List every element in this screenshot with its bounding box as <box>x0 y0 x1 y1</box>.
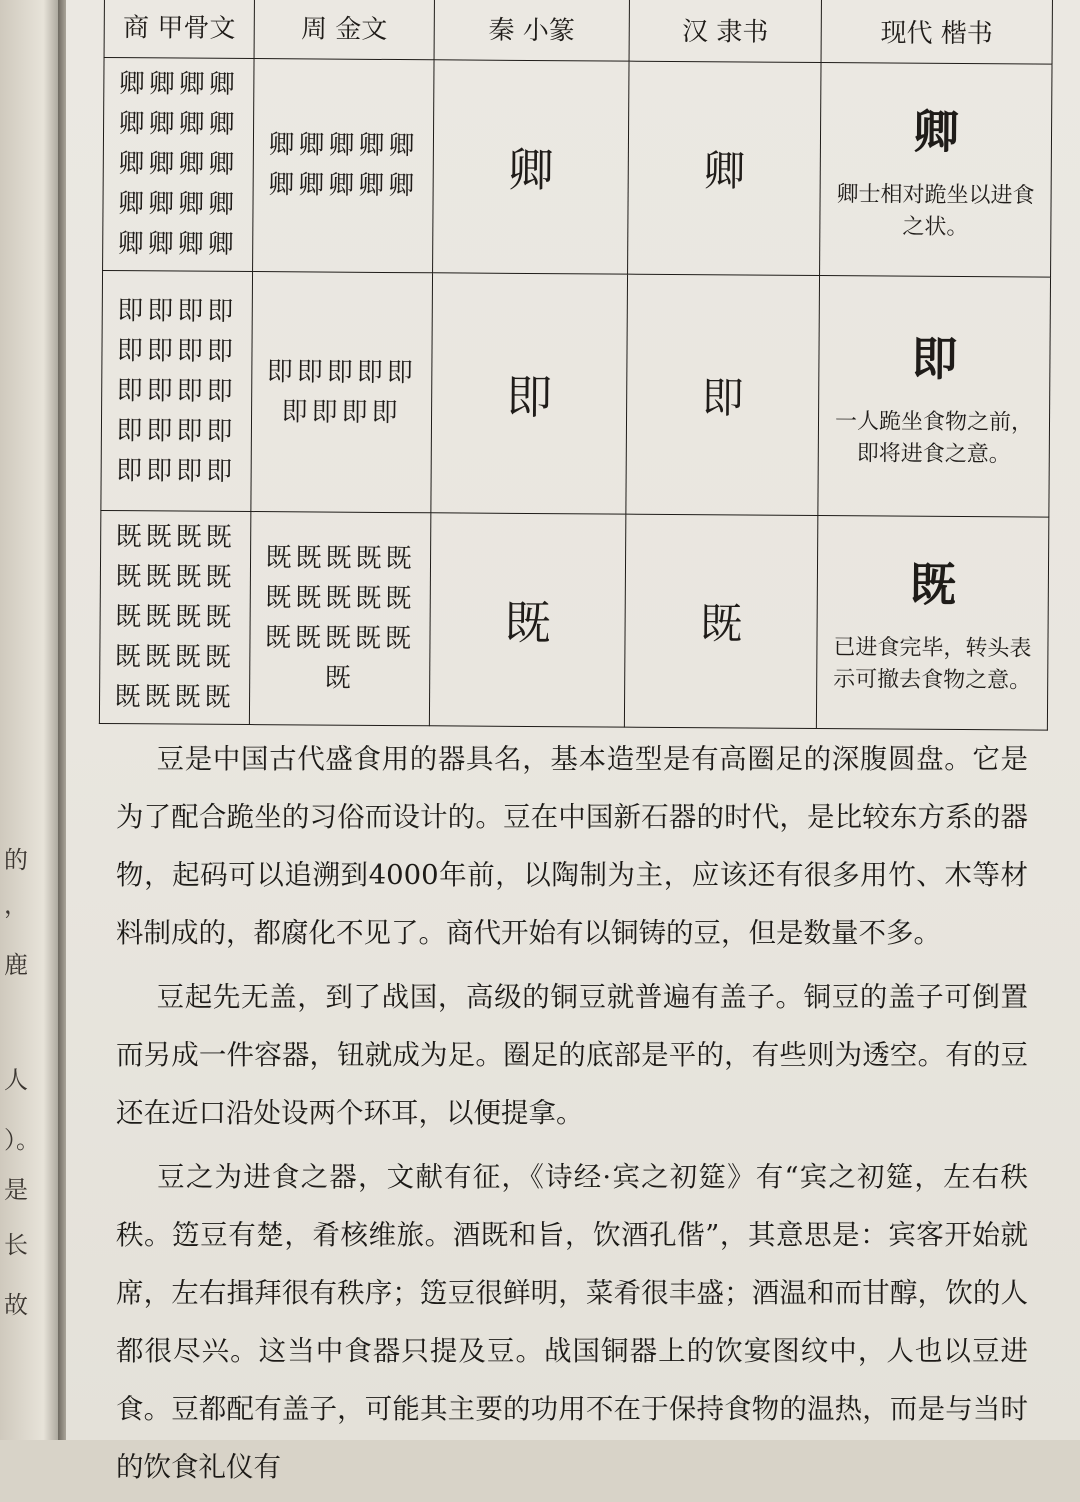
header-clerical: 汉 隶书 <box>629 0 821 63</box>
table-row-ji <box>101 270 1051 517</box>
seal-glyph: 卿 <box>433 60 629 274</box>
left-page-char: 的 <box>4 846 28 874</box>
left-page-char: 是 <box>4 1176 28 1204</box>
paragraph <box>116 1148 1028 1496</box>
left-page-char: 长 <box>4 1231 28 1259</box>
oracle-glyphs: 既既既既既既既既既既既既既既既既既既既既 <box>99 510 250 724</box>
seal-glyph: 即 <box>431 273 628 514</box>
bronze-glyphs: 即即即即即即即即即 <box>251 272 433 513</box>
left-page-char: 鹿 <box>4 951 28 979</box>
left-page-char: ）。 <box>4 1126 40 1154</box>
bronze-glyphs: 卿卿卿卿卿卿卿卿卿卿 <box>253 59 434 273</box>
modern-cell <box>818 276 1051 518</box>
header-oracle-bone: 商 甲骨文 <box>104 0 254 59</box>
clerical-glyph: 即 <box>626 274 820 515</box>
bronze-glyphs: 既既既既既既既既既既既既既既既既 <box>249 512 430 726</box>
glyph-description: 一人跪坐食物之前，即将进食之意。 <box>834 408 1034 467</box>
glyph-description: 卿士相对跪坐以进食之状。 <box>836 182 1035 241</box>
header-regular: 现代 楷书 <box>821 0 1052 64</box>
script-evolution-table <box>99 0 1053 731</box>
glyph-description: 已进食完毕，转头表示可撤去食物之意。 <box>833 635 1032 694</box>
table-row-jiji <box>99 510 1048 730</box>
oracle-glyphs: 即即即即即即即即即即即即即即即即即即即即 <box>101 270 253 511</box>
paragraph <box>116 968 1028 1142</box>
left-page-char: 人 <box>4 1066 28 1094</box>
paragraph-text: 豆起先无盖，到了战国，高级的铜豆就普遍有盖子。铜豆的盖子可倒置而另成一件容器，钮就成为足。圈足的底部是平的，有些则为透空。有的豆还在近口沿处设两个环耳，以便提拿。 <box>116 981 1028 1129</box>
modern-cell <box>820 63 1052 278</box>
modern-glyph: 卿 <box>912 104 960 159</box>
table-header-row <box>104 0 1052 64</box>
seal-glyph: 既 <box>429 513 625 727</box>
clerical-glyph: 既 <box>624 514 817 728</box>
clerical-glyph: 卿 <box>628 61 821 275</box>
body-text <box>116 730 1028 1502</box>
paragraph <box>116 730 1028 962</box>
header-bronze: 周 金文 <box>254 0 434 60</box>
oracle-glyphs: 卿卿卿卿卿卿卿卿卿卿卿卿卿卿卿卿卿卿卿卿 <box>103 58 254 272</box>
modern-glyph: 既 <box>909 557 957 612</box>
paragraph-text: 豆之为进食之器，文献有征，《诗经·宾之初筵》有“宾之初筵，左右秩秩。笾豆有楚，肴核维旅。酒既和旨，饮酒孔偕”，其意思是：宾客开始就席，左右揖拜很有秩序；笾豆很鲜明，菜肴很丰盛；酒温和而甘醇，饮的人都很尽兴。这当中食器只提及豆。战国铜器上的饮宴图纹中，人也以豆进食。豆都配有盖子，可能其主要的功用不在于保持食物的温热，而是与当时的饮食礼仪有 <box>116 1161 1028 1483</box>
paragraph-text: 豆是中国古代盛食用的器具名，基本造型是有高圈足的深腹圆盘。它是为了配合跪坐的习俗而设计的。豆在中国新石器的时代，是比较东方系的器物，起码可以追溯到4000年前，以陶制为主，应该还有很多用竹、木等材料制成的，都腐化不见了。商代开始有以铜铸的豆，但是数量不多。 <box>116 743 1028 949</box>
table-row-qing <box>103 58 1052 278</box>
left-page-char: ， <box>4 891 28 919</box>
left-page-char: 故 <box>4 1291 28 1319</box>
left-page-edge <box>0 0 62 1440</box>
modern-cell <box>816 515 1048 730</box>
header-small-seal: 秦 小篆 <box>434 0 629 61</box>
modern-glyph: 即 <box>911 331 958 386</box>
